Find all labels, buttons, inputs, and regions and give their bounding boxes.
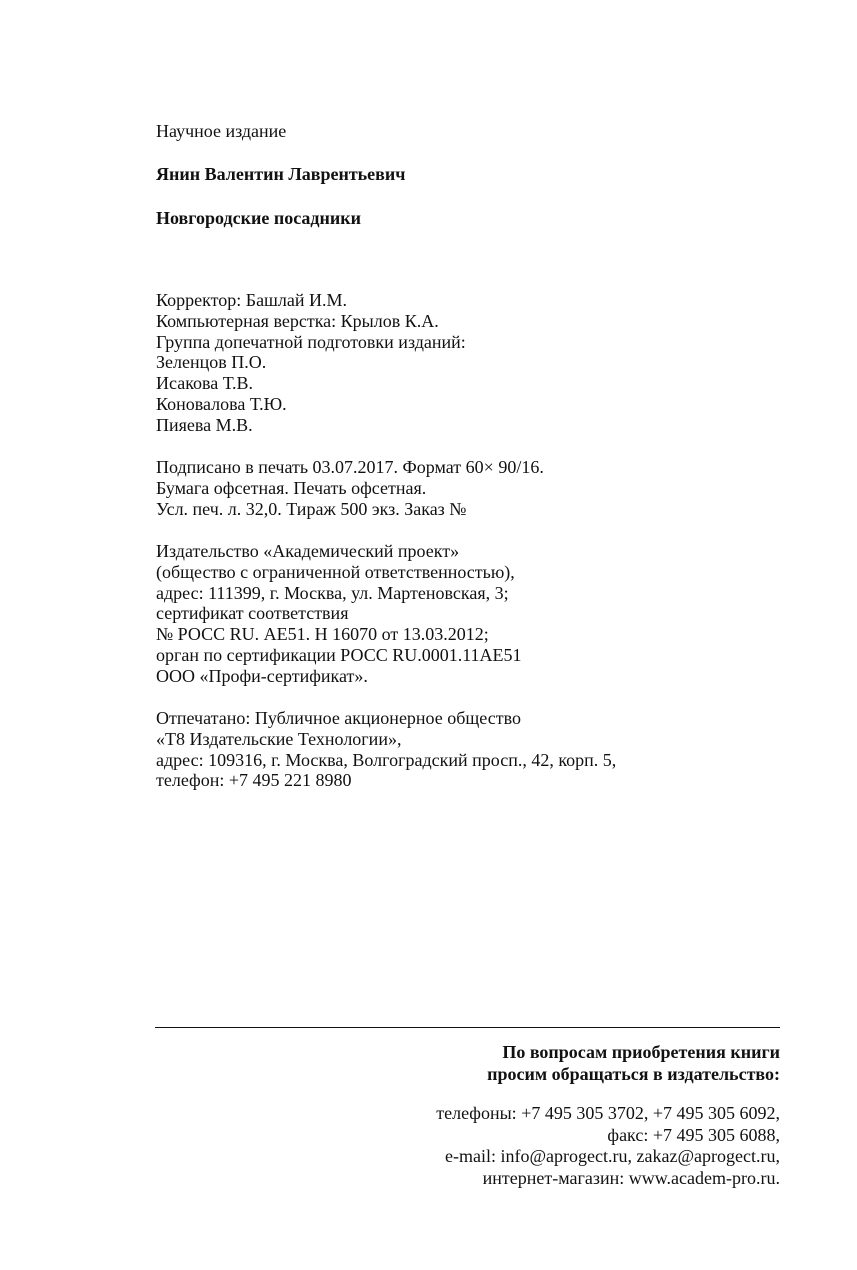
- staff-line: Компьютерная верстка: Крылов К.А.: [156, 310, 439, 331]
- staff-line: Пияева М.В.: [156, 414, 253, 435]
- publisher-line: орган по сертификации РОСС RU.0001.11АЕ51: [156, 644, 522, 665]
- printer-line: Отпечатано: Публичное акционерное общество: [156, 708, 521, 728]
- print-info-line: Бумага офсетная. Печать офсетная.: [156, 477, 427, 498]
- print-info-line: Подписано в печать 03.07.2017. Формат 60× 90/16.: [156, 457, 544, 477]
- publisher-line: № РОСС RU. АЕ51. Н 16070 от 13.03.2012;: [156, 624, 489, 645]
- contact-website: интернет-магазин: www.academ-pro.ru.: [482, 1167, 780, 1188]
- publisher-line: (общество с ограниченной ответственностью),: [156, 561, 515, 582]
- staff-credits: [156, 290, 466, 436]
- print-info: [156, 457, 544, 519]
- publisher-line: ООО «Профи-сертификат».: [156, 665, 368, 686]
- staff-line: Группа допечатной подготовки изданий:: [156, 331, 466, 352]
- publisher-line: адрес: 111399, г. Москва, ул. Мартеновская, 3;: [156, 582, 509, 603]
- contact-heading: [487, 1042, 780, 1085]
- contact-list: [436, 1103, 780, 1189]
- publisher-line: сертификат соответствия: [156, 603, 349, 624]
- book-title: Новгородские посадники: [156, 208, 361, 228]
- contact-email: e-mail: info@aprogect.ru, zakaz@aprogect.ru,: [445, 1146, 780, 1166]
- print-info-line: Усл. печ. л. 32,0. Тираж 500 экз. Заказ №: [156, 498, 467, 519]
- printer-info: [156, 708, 616, 791]
- staff-line: Зеленцов П.О.: [156, 352, 267, 373]
- printer-line: адрес: 109316, г. Москва, Волгоградский просп., 42, корп. 5,: [156, 749, 617, 770]
- edition-kind: Научное издание: [156, 121, 287, 141]
- staff-line: Корректор: Башлай И.М.: [156, 290, 348, 310]
- contact-heading-line: просим обращаться в издательство:: [487, 1063, 780, 1084]
- printer-line: «Т8 Издательские Технологии»,: [156, 728, 402, 749]
- publisher-info: [156, 541, 522, 687]
- divider-rule: [155, 1027, 780, 1028]
- author-name: Янин Валентин Лаврентьевич: [156, 164, 406, 184]
- contact-phones: телефоны: +7 495 305 3702, +7 495 305 6092,: [436, 1103, 780, 1123]
- contact-fax: факс: +7 495 305 6088,: [607, 1124, 780, 1145]
- staff-line: Исакова Т.В.: [156, 373, 253, 394]
- printer-line: телефон: +7 495 221 8980: [156, 770, 352, 791]
- staff-line: Коновалова Т.Ю.: [156, 393, 287, 414]
- publisher-line: Издательство «Академический проект»: [156, 541, 460, 561]
- contact-heading-line: По вопросам приобретения книги: [502, 1042, 780, 1062]
